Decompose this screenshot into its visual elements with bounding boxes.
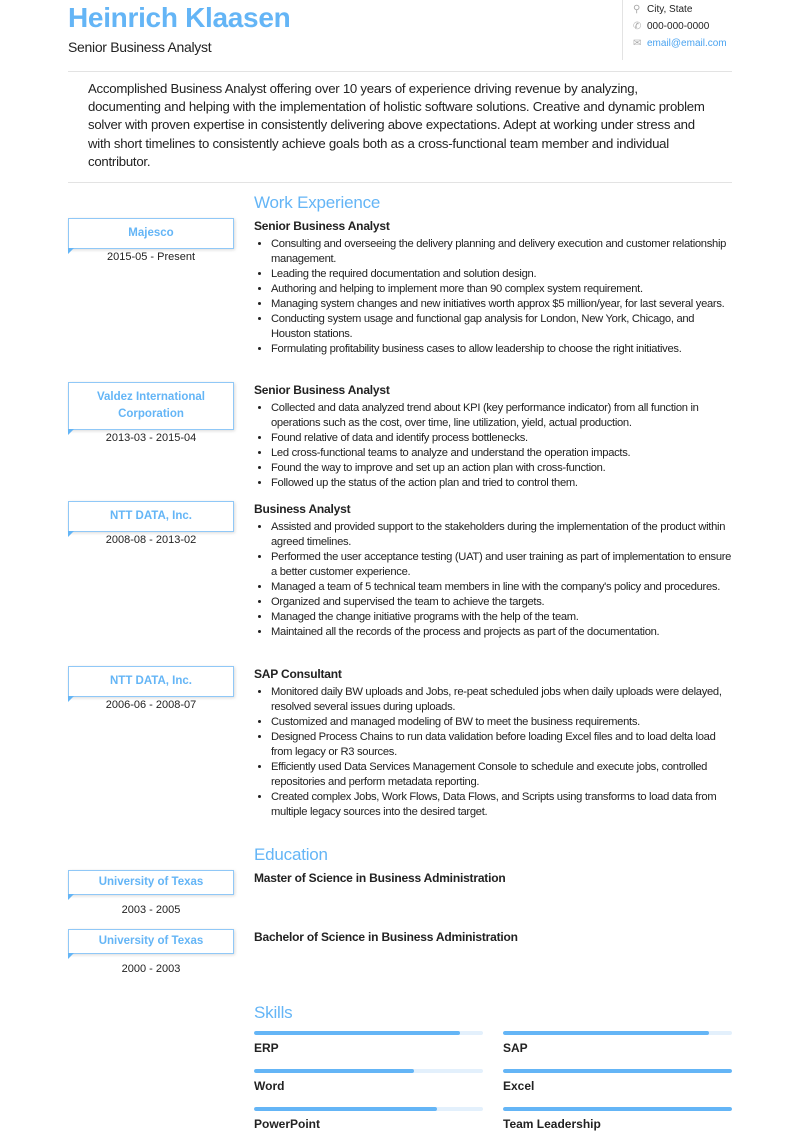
skill-level-bar: [254, 1069, 483, 1073]
envelope-icon: ✉: [633, 37, 642, 49]
job-bullet: • Consulting and overseeing the delivery planning and delivery execution and customer relationship management.: [271, 237, 734, 267]
job-bullet: • Customized and managed modeling of BW to meet the business requirements.: [271, 715, 734, 730]
skill-level-fill: [503, 1031, 709, 1035]
job-bullet: • Followed up the status of the action plan and tried to control them.: [271, 476, 734, 491]
skill-name: Excel: [503, 1079, 535, 1093]
job-dates: 2013-03 - 2015-04: [105, 432, 197, 444]
skill-name: Team Leadership: [503, 1117, 601, 1131]
job-bullet: • Collected and data analyzed trend about KPI (key performance indicator) from all function in operations such as the cost, over time, line utilization, yield, actual production.: [271, 401, 734, 431]
job-role: Business Analyst: [254, 502, 351, 516]
skill-level-fill: [503, 1107, 732, 1111]
job-bullet: • Managing system changes and new initiatives worth approx $5 million/year, for last several years.: [271, 297, 734, 312]
degree: Bachelor of Science in Business Administration: [254, 930, 518, 944]
job-details: [254, 382, 734, 491]
skill-level-fill: [254, 1031, 460, 1035]
job-bullet: • Efficiently used Data Services Management Console to schedule and execute jobs, controlled repositories and perform metadata reporting.: [271, 760, 734, 790]
job-bullet: • Led cross-functional teams to analyze and understand the operation impacts.: [271, 446, 734, 461]
employer-label: NTT DATA, Inc.: [68, 666, 234, 697]
job-role: SAP Consultant: [254, 667, 342, 681]
degree: Master of Science in Business Administration: [254, 871, 506, 885]
phone: 000-000-0000: [647, 20, 710, 32]
skill-name: PowerPoint: [254, 1117, 321, 1131]
education-dates: 2000 - 2003: [121, 963, 181, 975]
employer-label: Majesco: [68, 218, 234, 249]
skill-name: Word: [254, 1079, 285, 1093]
job-bullets: [254, 685, 734, 820]
education-details: [254, 929, 734, 944]
job-details: [254, 666, 734, 820]
skills-heading: Skills: [254, 1003, 293, 1022]
job-bullet: • Managed a team of 5 technical team members in line with the company's policy and procedures.: [271, 580, 734, 595]
skill-level-fill: [254, 1107, 437, 1111]
skill-item: [254, 1031, 483, 1055]
job-bullet: • Formulating profitability business cases to allow leadership to choose the right initiatives.: [271, 342, 734, 357]
candidate-name: Heinrich Klaasen: [68, 2, 291, 33]
skill-level-bar: [503, 1107, 732, 1111]
skill-name: SAP: [503, 1041, 528, 1055]
job-dates: 2006-06 - 2008-07: [105, 699, 197, 711]
job-bullet: • Conducting system usage and functional gap analysis for London, New York, Chicago, and Houston stations.: [271, 312, 734, 342]
job-details: [254, 501, 734, 640]
job-bullet: • Maintained all the records of the process and projects as part of the documentation.: [271, 625, 734, 640]
phone-icon: ✆: [633, 20, 642, 32]
job-dates: 2015-05 - Present: [106, 251, 196, 263]
job-dates: 2008-08 - 2013-02: [105, 534, 197, 546]
job-bullet: • Authoring and helping to implement more than 90 complex system requirement.: [271, 282, 734, 297]
school-label: University of Texas: [68, 929, 234, 954]
job-bullet: • Monitored daily BW uploads and Jobs, re-peat scheduled jobs when daily uploads were delayed, resolved several issues during uploads.: [271, 685, 734, 715]
email-link[interactable]: email@email.com: [647, 37, 727, 49]
education-details: [254, 870, 734, 885]
job-bullets: [254, 401, 734, 491]
skill-item: [503, 1069, 732, 1093]
education-heading: Education: [254, 845, 328, 864]
job-bullet: • Designed Process Chains to run data validation before loading Excel files and to load delta load from legacy or R3 sources.: [271, 730, 734, 760]
work-experience-heading: Work Experience: [254, 193, 381, 212]
education-dates: 2003 - 2005: [121, 904, 181, 916]
candidate-title: Senior Business Analyst: [68, 39, 212, 55]
skill-item: [503, 1107, 732, 1131]
skill-item: [254, 1107, 483, 1131]
location-pin-icon: ⚲: [633, 3, 641, 15]
job-bullet: • Found relative of data and identify process bottlenecks.: [271, 431, 734, 446]
job-bullet: • Performed the user acceptance testing (UAT) and user training as part of implementation to ensure a better customer experience.: [271, 550, 734, 580]
skill-level-fill: [254, 1069, 414, 1073]
location: City, State: [647, 3, 693, 15]
job-bullet: • Assisted and provided support to the stakeholders during the implementation of the product within agreed timelines.: [271, 520, 734, 550]
skill-level-fill: [503, 1069, 732, 1073]
contact-info: [622, 0, 727, 60]
job-bullet: • Managed the change initiative programs with the help of the team.: [271, 610, 734, 625]
job-details: [254, 218, 734, 357]
job-role: Senior Business Analyst: [254, 383, 390, 397]
summary: Accomplished Business Analyst offering over 10 years of experience driving revenue by analyzing, documenting and helping with the implementation of holistic software solutions. Creative and dynamic problem solver with proven expertise in consistently delivering above expectations. Adept at working under stress and with short timelines to consistently achieve goals both as a cross-functional team member and individual contributor.: [68, 72, 732, 183]
skill-level-bar: [254, 1031, 483, 1035]
skill-level-bar: [503, 1069, 732, 1073]
skill-level-bar: [254, 1107, 483, 1111]
job-bullets: [254, 237, 734, 357]
job-bullet: • Created complex Jobs, Work Flows, Data Flows, and Scripts using transforms to load data from multiple legacy sources into the desired target.: [271, 790, 734, 820]
resume-header: [68, 0, 732, 72]
employer-label: Valdez International Corporation: [68, 382, 234, 430]
job-bullet: • Organized and supervised the team to achieve the targets.: [271, 595, 734, 610]
job-bullet: • Leading the required documentation and solution design.: [271, 267, 734, 282]
job-bullets: [254, 520, 734, 640]
job-bullet: • Found the way to improve and set up an action plan with cross-function.: [271, 461, 734, 476]
skill-name: ERP: [254, 1041, 279, 1055]
skill-item: [503, 1031, 732, 1055]
employer-label: NTT DATA, Inc.: [68, 501, 234, 532]
job-role: Senior Business Analyst: [254, 219, 390, 233]
skill-level-bar: [503, 1031, 732, 1035]
skill-item: [254, 1069, 483, 1093]
school-label: University of Texas: [68, 870, 234, 895]
